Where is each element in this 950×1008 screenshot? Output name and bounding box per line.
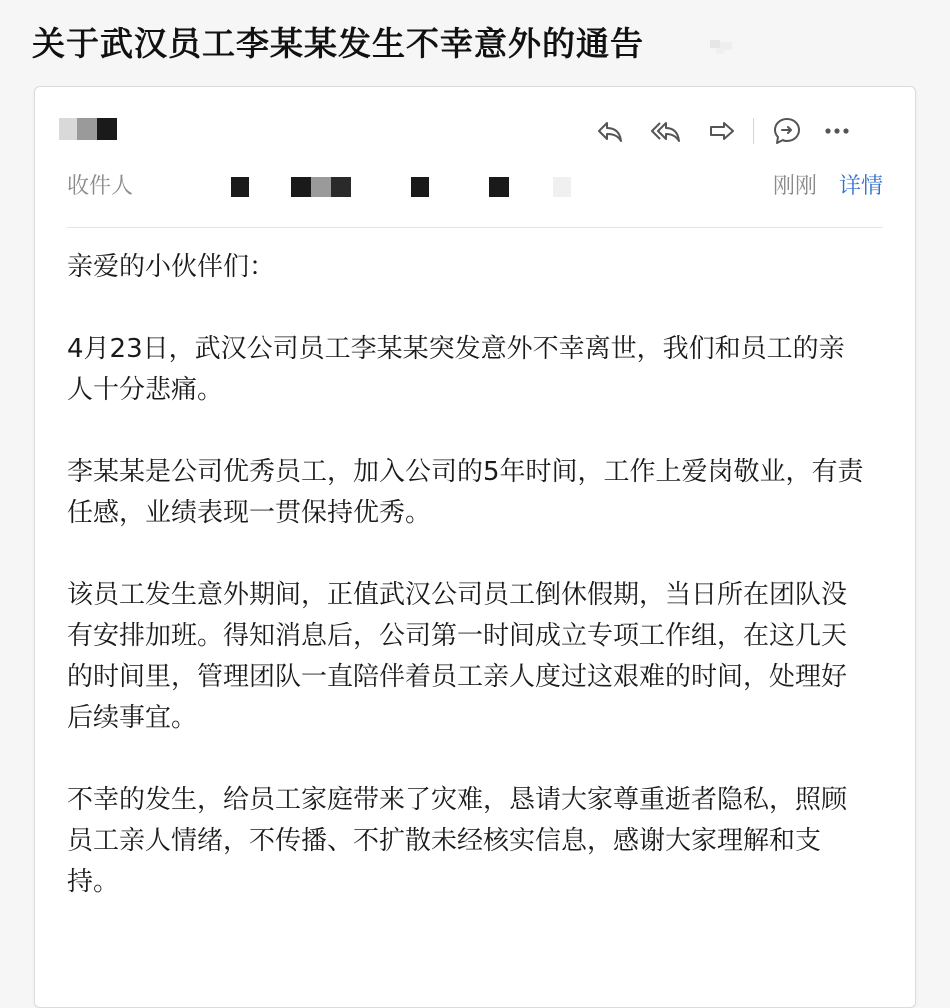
email-body xyxy=(67,247,867,944)
sender-avatar-redacted xyxy=(59,118,117,140)
reply-icon xyxy=(595,116,625,146)
received-time: 刚刚 xyxy=(772,174,817,199)
greeting: 亲爱的小伙伴们： xyxy=(67,252,276,282)
toolbar-divider xyxy=(753,118,754,144)
forward-button[interactable] xyxy=(705,114,739,148)
reply-all-button[interactable] xyxy=(649,114,683,148)
more-icon xyxy=(822,116,852,146)
recipients-row xyxy=(67,167,885,203)
forward-icon xyxy=(707,116,737,146)
email-subject: 关于武汉员工李某某发生不幸意外的通告 xyxy=(32,24,644,63)
chat-button[interactable] xyxy=(770,114,804,148)
body-paragraph: 该员工发生意外期间，正值武汉公司员工倒休假期，当日所在团队没有安排加班。得知消息后，公司第一时间成立专项工作组，在这几天的时间里，管理团队一直陪伴着员工亲人度过这艰难的时间，处理好后续事宜。 xyxy=(67,580,848,733)
flag-icon[interactable] xyxy=(706,36,740,58)
body-paragraph: 4月23日，武汉公司员工李某某突发意外不幸离世，我们和员工的亲人十分悲痛。 xyxy=(67,334,845,405)
body-paragraph: 不幸的发生，给员工家庭带来了灾难，恳请大家尊重逝者隐私，照顾员工亲人情绪，不传播、不扩散未经核实信息，感谢大家理解和支持。 xyxy=(67,785,848,897)
chat-icon xyxy=(772,116,802,146)
subject-bar xyxy=(0,0,950,84)
email-toolbar xyxy=(593,114,854,148)
reply-all-icon xyxy=(651,116,681,146)
email-card xyxy=(34,86,916,1008)
details-link[interactable]: 详情 xyxy=(838,174,883,199)
header-divider xyxy=(67,227,883,228)
more-button[interactable] xyxy=(820,114,854,148)
reply-button[interactable] xyxy=(593,114,627,148)
recipients-label: 收件人 xyxy=(67,174,134,199)
body-paragraph: 李某某是公司优秀员工，加入公司的5年时间，工作上爱岗敬业，有责任感，业绩表现一贯保持优秀。 xyxy=(67,457,864,528)
